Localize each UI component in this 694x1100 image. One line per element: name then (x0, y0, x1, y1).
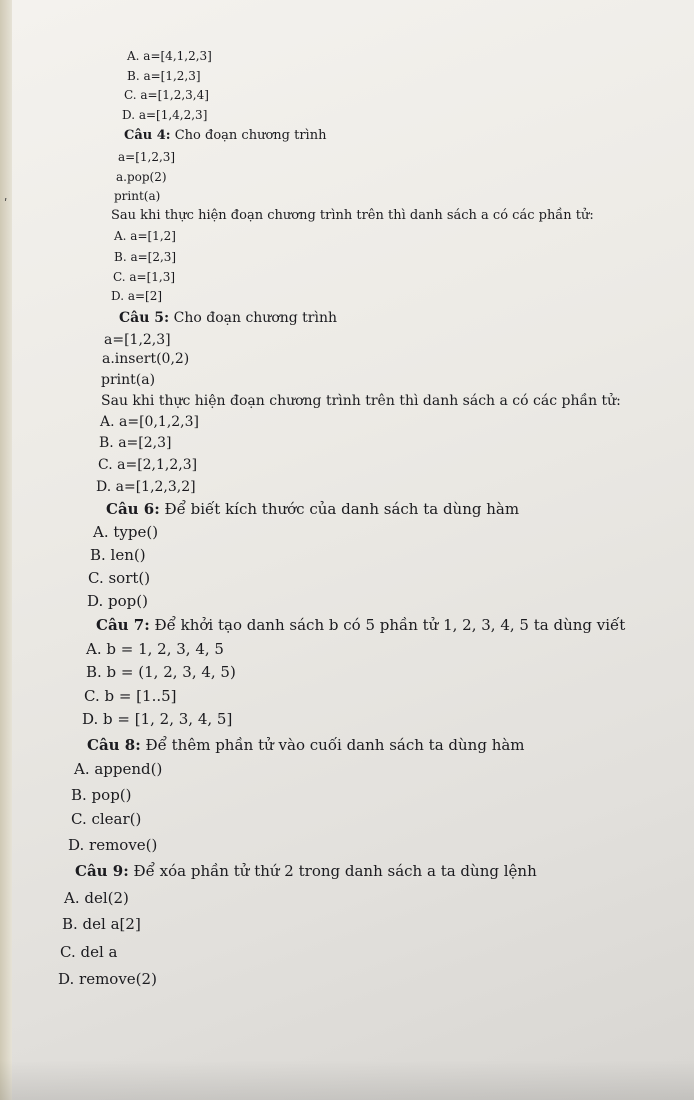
q4-stem: Sau khi thực hiện đoạn chương trình trên thì danh sách a có các phần tử: (111, 208, 594, 223)
q6-option-d: D. pop() (87, 592, 148, 610)
q7-option-a: A. b = 1, 2, 3, 4, 5 (86, 640, 224, 658)
q7-title: Để khởi tạo danh sách b có 5 phần tử 1, 2, 3, 4, 5 ta dùng viết (154, 616, 626, 634)
q7-option-c: C. b = [1..5] (84, 687, 177, 705)
q4-option-b: B. a=[2,3] (114, 250, 177, 264)
q5-label: Câu 5: (119, 310, 170, 326)
q4-code-line-3: print(a) (114, 189, 161, 203)
q5-code-line-1: a=[1,2,3] (104, 332, 171, 348)
q8-heading (87, 738, 525, 753)
q8-option-c: C. clear() (71, 810, 142, 828)
q9-option-a: A. del(2) (64, 889, 129, 907)
q9-heading (75, 864, 537, 879)
q6-option-b: B. len() (90, 546, 146, 564)
q8-label: Câu 8: (87, 736, 141, 754)
q8-option-a: A. append() (74, 760, 163, 778)
page-edge (0, 0, 12, 1100)
q5-option-a: A. a=[0,1,2,3] (100, 414, 199, 430)
q3-option-a: A. a=[4,1,2,3] (127, 49, 212, 63)
q4-code-line-1: a=[1,2,3] (118, 150, 176, 164)
q5-heading (119, 311, 337, 325)
q4-heading (124, 129, 326, 142)
q7-option-d: D. b = [1, 2, 3, 4, 5] (82, 710, 233, 728)
q7-label: Câu 7: (96, 616, 150, 634)
q5-title: Cho đoạn chương trình (173, 310, 338, 326)
q3-option-c: C. a=[1,2,3,4] (124, 88, 209, 102)
q5-code-line-3: print(a) (101, 372, 156, 388)
q4-option-a: A. a=[1,2] (114, 229, 176, 243)
q4-code-line-2: a.pop(2) (116, 170, 167, 184)
q4-label: Câu 4: (124, 128, 171, 143)
q5-option-c: C. a=[2,1,2,3] (98, 457, 198, 473)
q5-option-d: D. a=[1,2,3,2] (96, 479, 196, 495)
q5-option-b: B. a=[2,3] (99, 435, 172, 451)
q4-option-d: D. a=[2] (111, 289, 163, 303)
margin-mark: ʹ (4, 197, 8, 211)
q9-option-c: C. del a (60, 943, 118, 961)
q8-title: Để thêm phần tử vào cuối danh sách ta dùng hàm (145, 736, 525, 754)
q7-heading (96, 618, 625, 633)
q9-option-d: D. remove(2) (58, 970, 157, 988)
q9-option-b: B. del a[2] (62, 915, 141, 933)
q5-stem: Sau khi thực hiện đoạn chương trình trên thì danh sách a có các phần tử: (101, 393, 621, 409)
q4-option-c: C. a=[1,3] (113, 270, 176, 284)
q3-option-b: B. a=[1,2,3] (127, 69, 201, 83)
q8-option-b: B. pop() (71, 786, 132, 804)
q6-heading (106, 502, 519, 517)
q6-title: Để biết kích thước của danh sách ta dùng hàm (164, 500, 520, 518)
q8-option-d: D. remove() (68, 836, 158, 854)
q9-title: Để xóa phần tử thứ 2 trong danh sách a ta dùng lệnh (133, 862, 537, 880)
bottom-shadow (0, 1060, 694, 1100)
q9-label: Câu 9: (75, 862, 129, 880)
q3-option-d: D. a=[1,4,2,3] (122, 108, 208, 122)
q4-title: Cho đoạn chương trình (174, 128, 327, 143)
q6-option-a: A. type() (93, 523, 159, 541)
q7-option-b: B. b = (1, 2, 3, 4, 5) (86, 663, 236, 681)
q5-code-line-2: a.insert(0,2) (102, 351, 190, 367)
q6-option-c: C. sort() (88, 569, 151, 587)
q6-label: Câu 6: (106, 500, 160, 518)
